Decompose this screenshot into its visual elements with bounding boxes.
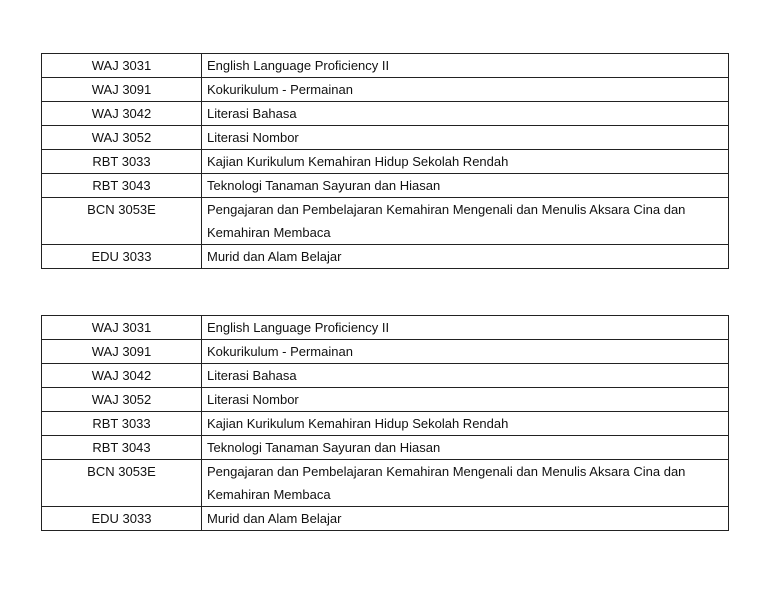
course-name: Pengajaran dan Pembelajaran Kemahiran Mengenali dan Menulis Aksara Cina dan Kemahiran Membaca — [202, 198, 729, 245]
table-row — [42, 436, 729, 460]
course-name: Kokurikulum - Permainan — [202, 78, 729, 102]
course-name: English Language Proficiency II — [202, 316, 729, 340]
course-code: BCN 3053E — [42, 198, 202, 245]
course-code: RBT 3033 — [42, 412, 202, 436]
table-row — [42, 198, 729, 245]
table-row — [42, 460, 729, 507]
table-row — [42, 388, 729, 412]
course-code: EDU 3033 — [42, 245, 202, 269]
course-table-2 — [41, 315, 729, 531]
table-row — [42, 78, 729, 102]
course-name: Literasi Nombor — [202, 126, 729, 150]
table-row — [42, 174, 729, 198]
course-code: WAJ 3031 — [42, 54, 202, 78]
course-name: Literasi Bahasa — [202, 102, 729, 126]
course-name: English Language Proficiency II — [202, 54, 729, 78]
course-name: Teknologi Tanaman Sayuran dan Hiasan — [202, 174, 729, 198]
table-row — [42, 412, 729, 436]
course-code: WAJ 3091 — [42, 78, 202, 102]
course-code: RBT 3043 — [42, 174, 202, 198]
table-row — [42, 126, 729, 150]
course-code: WAJ 3031 — [42, 316, 202, 340]
course-code: WAJ 3052 — [42, 388, 202, 412]
course-name: Literasi Nombor — [202, 388, 729, 412]
table-row — [42, 245, 729, 269]
course-code: WAJ 3052 — [42, 126, 202, 150]
course-name: Kajian Kurikulum Kemahiran Hidup Sekolah Rendah — [202, 412, 729, 436]
table-row — [42, 54, 729, 78]
course-name: Literasi Bahasa — [202, 364, 729, 388]
course-table-1 — [41, 53, 729, 269]
course-code: RBT 3043 — [42, 436, 202, 460]
table-row — [42, 364, 729, 388]
course-name: Murid dan Alam Belajar — [202, 245, 729, 269]
table-row — [42, 102, 729, 126]
table-row — [42, 507, 729, 531]
course-code: EDU 3033 — [42, 507, 202, 531]
table-row — [42, 340, 729, 364]
course-name: Pengajaran dan Pembelajaran Kemahiran Mengenali dan Menulis Aksara Cina dan Kemahiran Membaca — [202, 460, 729, 507]
course-code: RBT 3033 — [42, 150, 202, 174]
course-name: Kajian Kurikulum Kemahiran Hidup Sekolah Rendah — [202, 150, 729, 174]
course-code: BCN 3053E — [42, 460, 202, 507]
table-row — [42, 316, 729, 340]
course-name: Murid dan Alam Belajar — [202, 507, 729, 531]
course-name: Kokurikulum - Permainan — [202, 340, 729, 364]
course-code: WAJ 3042 — [42, 102, 202, 126]
table-row — [42, 150, 729, 174]
course-code: WAJ 3042 — [42, 364, 202, 388]
course-code: WAJ 3091 — [42, 340, 202, 364]
course-name: Teknologi Tanaman Sayuran dan Hiasan — [202, 436, 729, 460]
